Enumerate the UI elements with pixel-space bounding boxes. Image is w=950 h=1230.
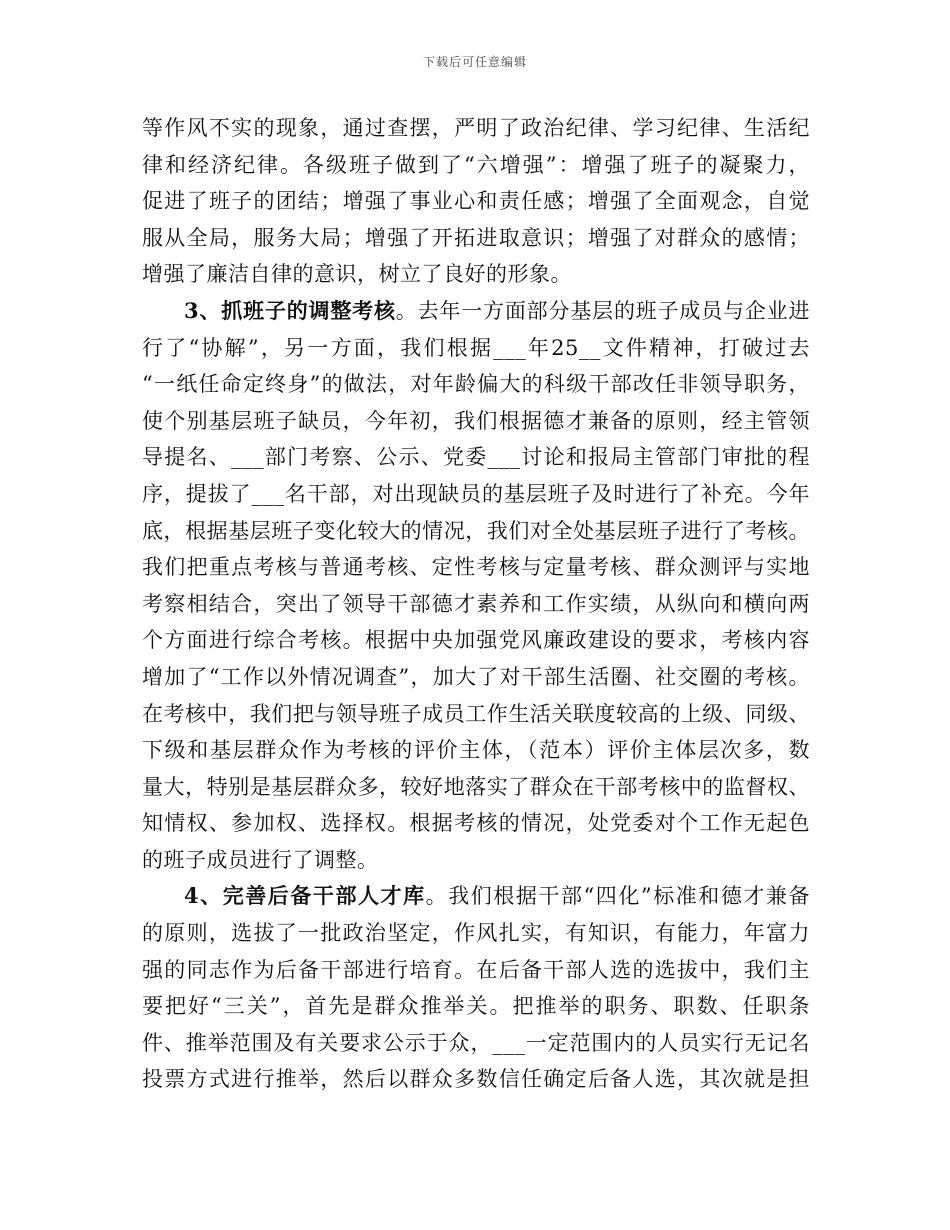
text-line: 个方面进行综合考核。根据中央加强党风廉政建设的要求，考核内容 (142, 628, 810, 653)
text-line: 的原则，选拔了一批政治坚定，作风扎实，有知识，有能力，年富力 (142, 921, 810, 946)
text-line: 件、推举范围及有关要求公示于众，___一定范围内的人员实行无记名 (142, 1030, 810, 1055)
text-line: 导提名、___部门考察、公示、党委___讨论和报局主管部门审批的程 (142, 445, 810, 470)
text-line: 强的同志作为后备干部进行培育。在后备干部人选的选拔中，我们主 (142, 957, 810, 982)
page-header: 下载后可任意编辑 (422, 55, 527, 69)
text-line: 量大，特别是基层群众多，较好地落实了群众在干部考核中的监督权、 (142, 774, 810, 799)
section-3-heading-line: 3、抓班子的调整考核。去年一方面部分基层的班子成员与企业进 (184, 297, 810, 323)
text-line: 的班子成员进行了调整。 (142, 847, 379, 872)
text-line: 知情权、参加权、选择权。根据考核的情况，处党委对个工作无起色 (142, 811, 810, 836)
text-line: 考察相结合，突出了领导干部德才素养和工作实绩，从纵向和横向两 (142, 591, 810, 616)
text-line: 促进了班子的团结；增强了事业心和责任感；增强了全面观念，自觉 (142, 189, 810, 214)
text-line: 使个别基层班子缺员，今年初，我们根据德才兼备的原则，经主管领 (142, 408, 810, 433)
text-line: 序，提拔了___名干部，对出现缺员的基层班子及时进行了补充。今年 (142, 481, 810, 506)
text-line: 要把好“三关”，首先是群众推举关。把推举的职务、职数、任职条 (142, 994, 810, 1019)
text-line: 服从全局，服务大局；增强了开拓进取意识；增强了对群众的感情； (142, 225, 810, 250)
text-line: 行了“协解”，另一方面，我们根据___年25__文件精神，打破过去 (142, 335, 810, 360)
text-line: 投票方式进行推举，然后以群众多数信任确定后备人选，其次就是担 (142, 1067, 810, 1092)
text-line: 底，根据基层班子变化较大的情况，我们对全处基层班子进行了考核。 (142, 518, 810, 543)
text-line: 下级和基层群众作为考核的评价主体，（范本）评价主体层次多，数 (142, 738, 810, 763)
document-body (142, 110, 810, 1098)
text-line: “一纸任命定终身”的做法，对年龄偏大的科级干部改任非领导职务， (142, 372, 810, 397)
section-4-heading: 4、完善后备干部人才库 (184, 883, 426, 909)
text-line: 律和经济纪律。各级班子做到了“六增强”：增强了班子的凝聚力， (142, 152, 810, 177)
text-line: 增强了廉洁自律的意识，树立了良好的形象。 (142, 262, 572, 287)
text-line: 在考核中，我们把与领导班子成员工作生活关联度较高的上级、同级、 (142, 701, 810, 726)
section-3-heading: 3、抓班子的调整考核 (184, 297, 396, 323)
section-4-heading-line: 4、完善后备干部人才库。我们根据干部“四化”标准和德才兼备 (184, 883, 810, 909)
text-line: 我们把重点考核与普通考核、定性考核与定量考核、群众测评与实地 (142, 555, 810, 580)
text-line: 增加了“工作以外情况调查”，加大了对干部生活圈、社交圈的考核。 (142, 664, 810, 689)
text-line: 等作风不实的现象，通过查摆，严明了政治纪律、学习纪律、生活纪 (142, 116, 810, 140)
